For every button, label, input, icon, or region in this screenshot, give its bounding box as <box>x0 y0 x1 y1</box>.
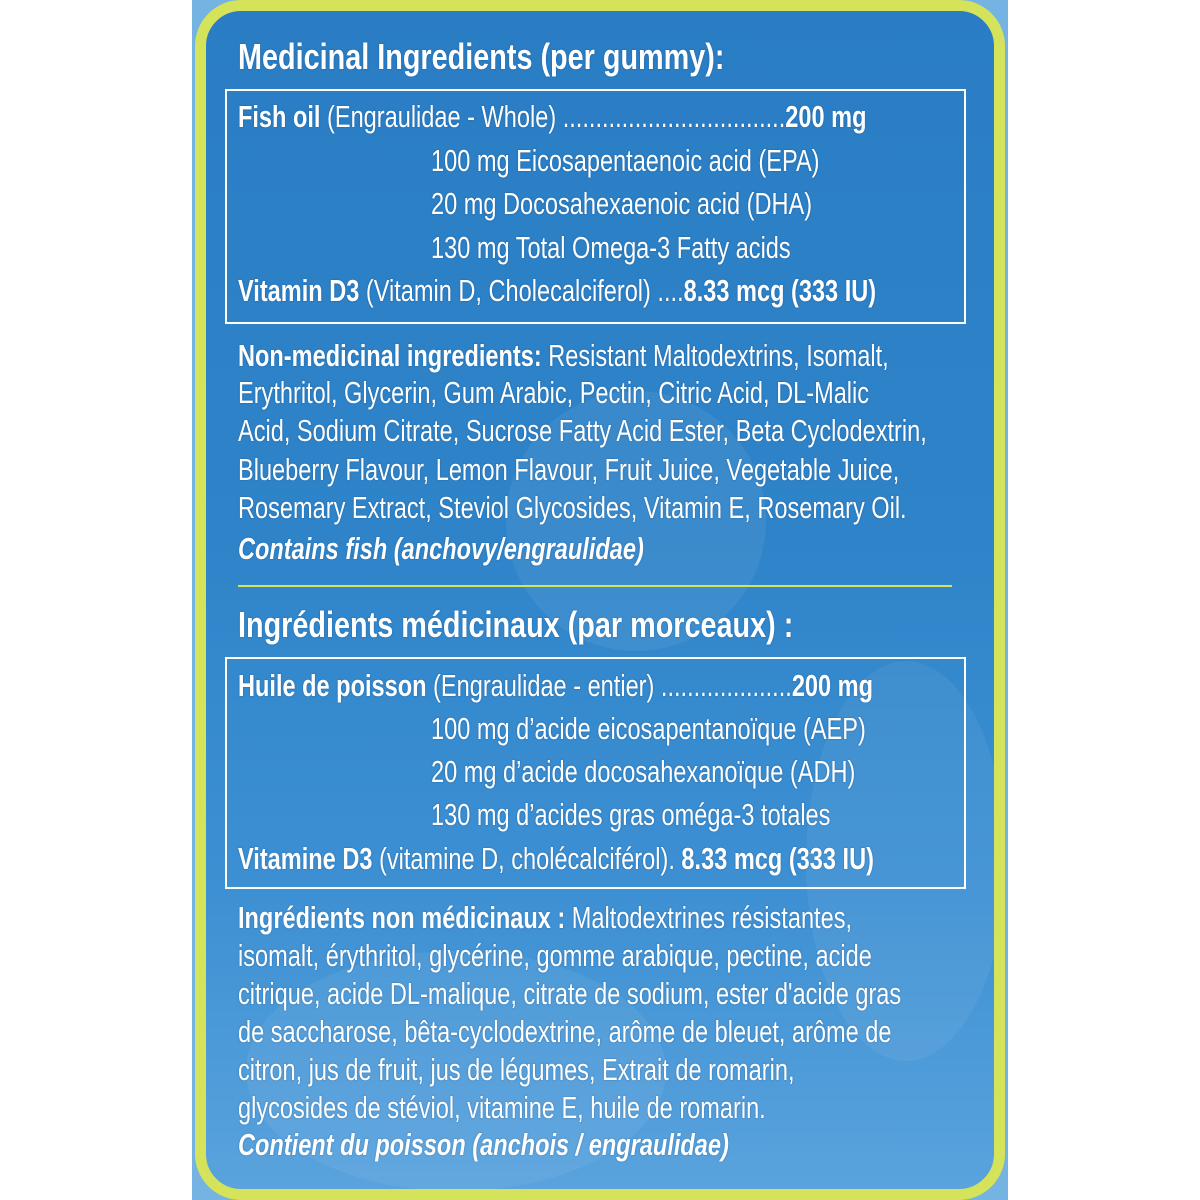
fr-omega: 130 mg d’acides gras oméga-3 totales <box>431 797 831 832</box>
fr-nonmed-line: de saccharose, bêta-cyclodextrine, arôme de bleuet, arôme de <box>238 1014 892 1049</box>
fr-fish-oil-row: Huile de poisson (Engraulidae - entier) ....................200 mg <box>238 668 874 703</box>
fr-nonmed-line: citrique, acide DL-malique, citrate de sodium, ester d'acide gras <box>238 976 902 1011</box>
en-title: Medicinal Ingredients (per gummy): <box>238 36 725 77</box>
en-allergen: Contains fish (anchovy/engraulidae) <box>238 531 644 566</box>
fr-allergen: Contient du poisson (anchois / engraulidae) <box>238 1127 729 1162</box>
fr-vitamin-d-row: Vitamine D3 (vitamine D, cholécalciférol). 8.33 mcg (333 IU) <box>238 841 874 876</box>
fr-nonmed-line: Ingrédients non médicinaux : Maltodextrines résistantes, <box>238 900 853 935</box>
fr-epa: 100 mg d’acide eicosapentanoïque (AEP) <box>431 711 866 746</box>
en-nonmed-line: Rosemary Extract, Steviol Glycosides, Vitamin E, Rosemary Oil. <box>238 490 907 525</box>
fr-nonmed-line: glycosides de stéviol, vitamine E, huile de romarin. <box>238 1090 766 1125</box>
en-dha: 20 mg Docosahexaenoic acid (DHA) <box>431 186 813 221</box>
en-fish-oil-row: Fish oil (Engraulidae - Whole) ..................................200 mg <box>238 99 867 134</box>
en-nonmed-line: Acid, Sodium Citrate, Sucrose Fatty Acid Ester, Beta Cyclodextrin, <box>238 413 927 448</box>
fr-title: Ingrédients médicinaux (par morceaux) : <box>238 604 794 645</box>
divider <box>238 585 952 587</box>
en-nonmed-line: Blueberry Flavour, Lemon Flavour, Fruit Juice, Vegetable Juice, <box>238 452 900 487</box>
fr-nonmed-line: citron, jus de fruit, jus de légumes, Extrait de romarin, <box>238 1052 795 1087</box>
en-nonmed-line: Erythritol, Glycerin, Gum Arabic, Pectin, Citric Acid, DL-Malic <box>238 375 870 410</box>
en-vitamin-d-row: Vitamin D3 (Vitamin D, Cholecalciferol) ....8.33 mcg (333 IU) <box>238 273 877 308</box>
fr-dha: 20 mg d’acide docosahexanoïque (ADH) <box>431 754 856 789</box>
fr-nonmed-line: isomalt, érythritol, glycérine, gomme arabique, pectine, acide <box>238 938 872 973</box>
en-epa: 100 mg Eicosapentaenoic acid (EPA) <box>431 143 820 178</box>
en-nonmed-line: Non-medicinal ingredients: Resistant Maltodextrins, Isomalt, <box>238 338 889 373</box>
en-omega: 130 mg Total Omega-3 Fatty acids <box>431 230 791 265</box>
